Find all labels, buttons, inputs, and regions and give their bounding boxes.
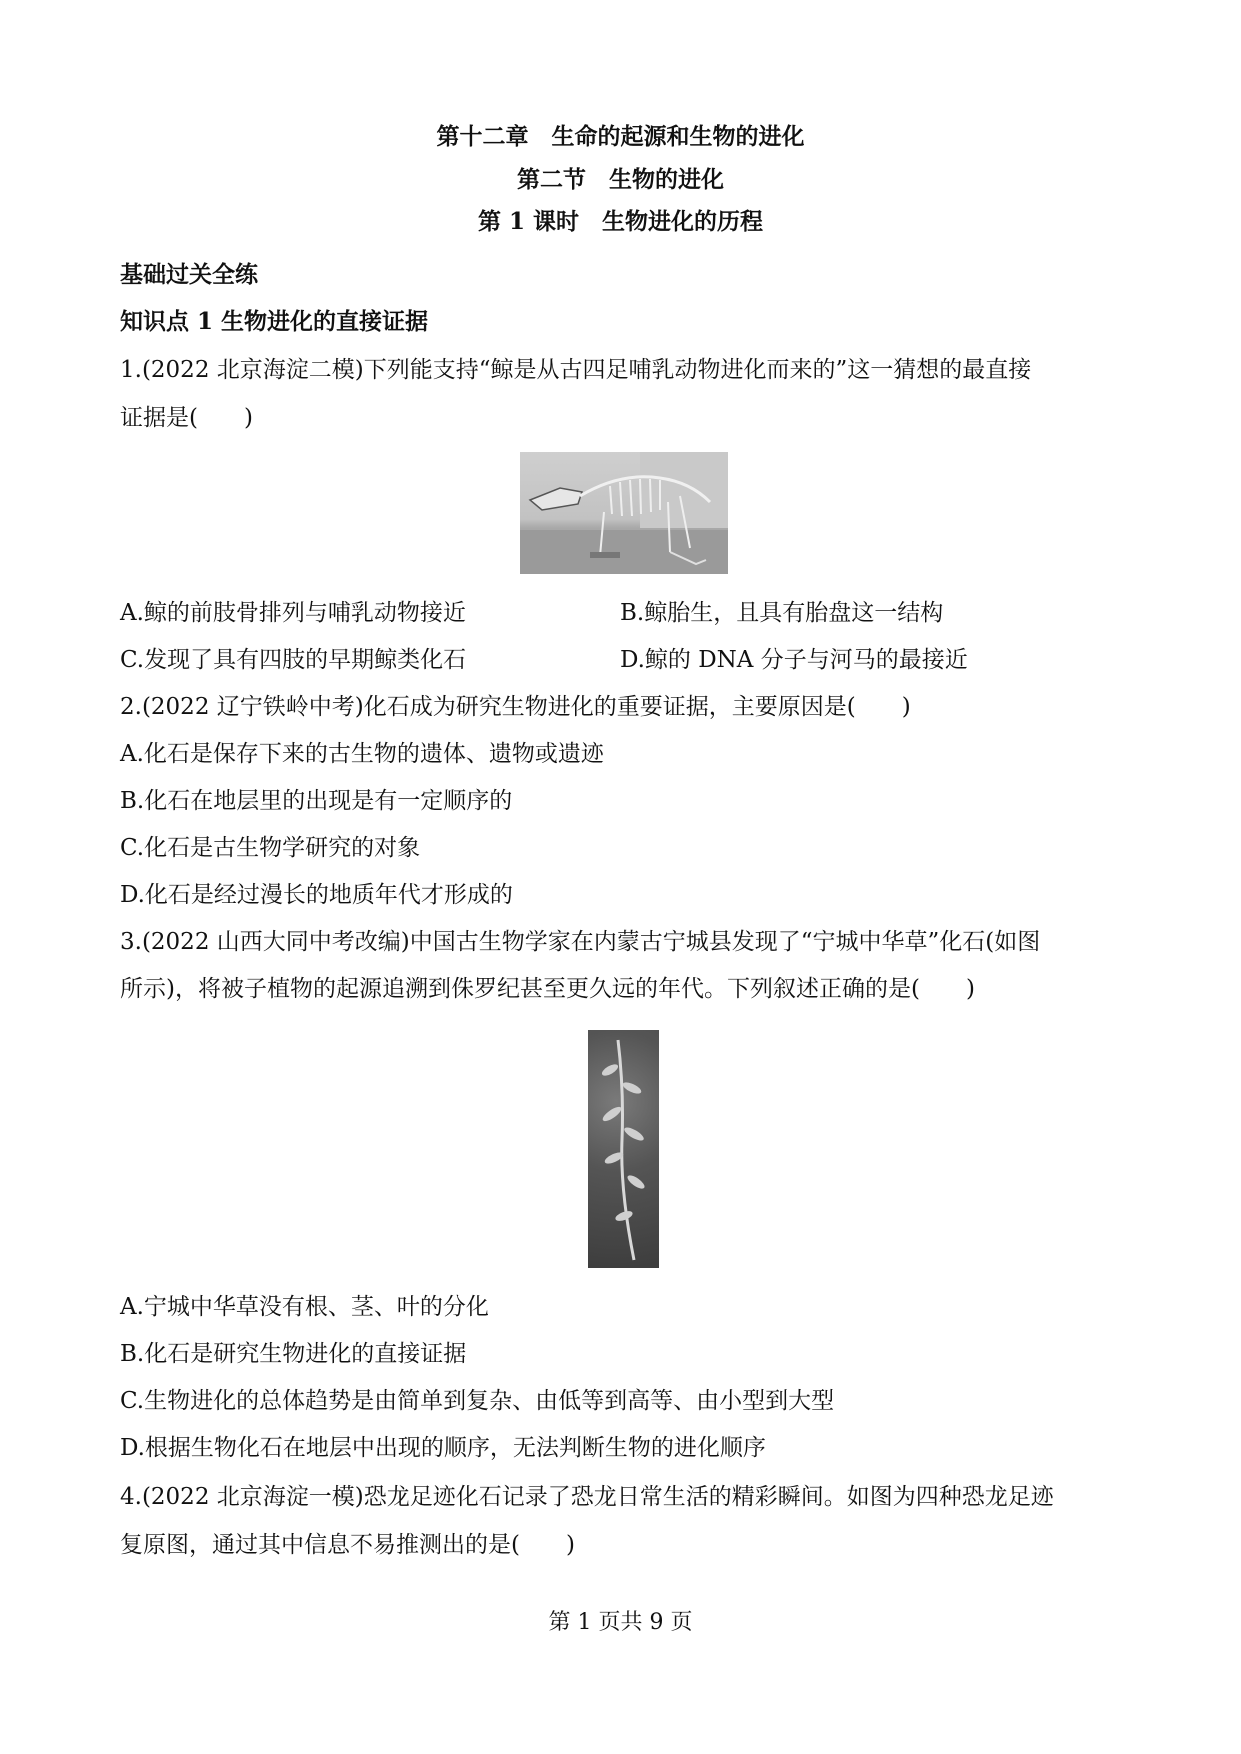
question-1-option-d: D.鲸的 DNA 分子与河马的最接近: [620, 647, 968, 673]
question-4-line-1: 4.(2022 北京海淀一模)恐龙足迹化石记录了恐龙日常生活的精彩瞬间。如图为四种恐龙足迹: [120, 1484, 1054, 1510]
question-2-option-a: A.化石是保存下来的古生物的遗体、遗物或遗迹: [120, 741, 604, 767]
question-3-line-1: 3.(2022 山西大同中考改编)中国古生物学家在内蒙古宁城县发现了“宁城中华草”化石(如图: [120, 929, 1041, 955]
plant-fossil-photo: [588, 1030, 659, 1268]
question-2-option-d: D.化石是经过漫长的地质年代才形成的: [120, 882, 513, 908]
plant-fossil-drawing: [588, 1030, 659, 1268]
question-3-option-a: A.宁城中华草没有根、茎、叶的分化: [120, 1294, 489, 1320]
question-1-option-b: B.鲸胎生，且具有胎盘这一结构: [620, 600, 944, 626]
question-3-option-c: C.生物进化的总体趋势是由简单到复杂、由低等到高等、由小型到大型: [120, 1388, 835, 1414]
question-4-line-2: 复原图，通过其中信息不易推测出的是( ): [120, 1532, 575, 1558]
whale-skeleton-drawing: [520, 452, 728, 574]
question-3-option-d: D.根据生物化石在地层中出现的顺序，无法判断生物的进化顺序: [120, 1435, 766, 1461]
question-1-option-c: C.发现了具有四肢的早期鲸类化石: [120, 647, 467, 673]
question-1-line-2: 证据是( ): [120, 405, 253, 431]
chapter-title: 第十二章 生命的起源和生物的进化: [436, 123, 805, 150]
question-1-option-a: A.鲸的前肢骨排列与哺乳动物接近: [120, 600, 466, 626]
section-title: 第二节 生物的进化: [517, 166, 724, 193]
question-2-line-1: 2.(2022 辽宁铁岭中考)化石成为研究生物进化的重要证据，主要原因是( ): [120, 694, 911, 720]
whale-skeleton-photo: [520, 452, 728, 574]
knowledge-point-heading: 知识点 1 生物进化的直接证据: [120, 308, 429, 335]
practice-heading: 基础过关全练: [120, 261, 258, 288]
question-1-line-1: 1.(2022 北京海淀二模)下列能支持“鲸是从古四足哺乳动物进化而来的”这一猜想的最直接: [120, 357, 1032, 383]
question-3-option-b: B.化石是研究生物进化的直接证据: [120, 1341, 467, 1367]
page-footer: 第 1 页共 9 页: [548, 1610, 693, 1635]
question-2-option-b: B.化石在地层里的出现是有一定顺序的: [120, 788, 513, 814]
question-2-option-c: C.化石是古生物学研究的对象: [120, 835, 421, 861]
question-3-line-2: 所示)，将被子植物的起源追溯到侏罗纪甚至更久远的年代。下列叙述正确的是( ): [120, 976, 975, 1002]
lesson-title: 第 1 课时 生物进化的历程: [477, 208, 764, 235]
